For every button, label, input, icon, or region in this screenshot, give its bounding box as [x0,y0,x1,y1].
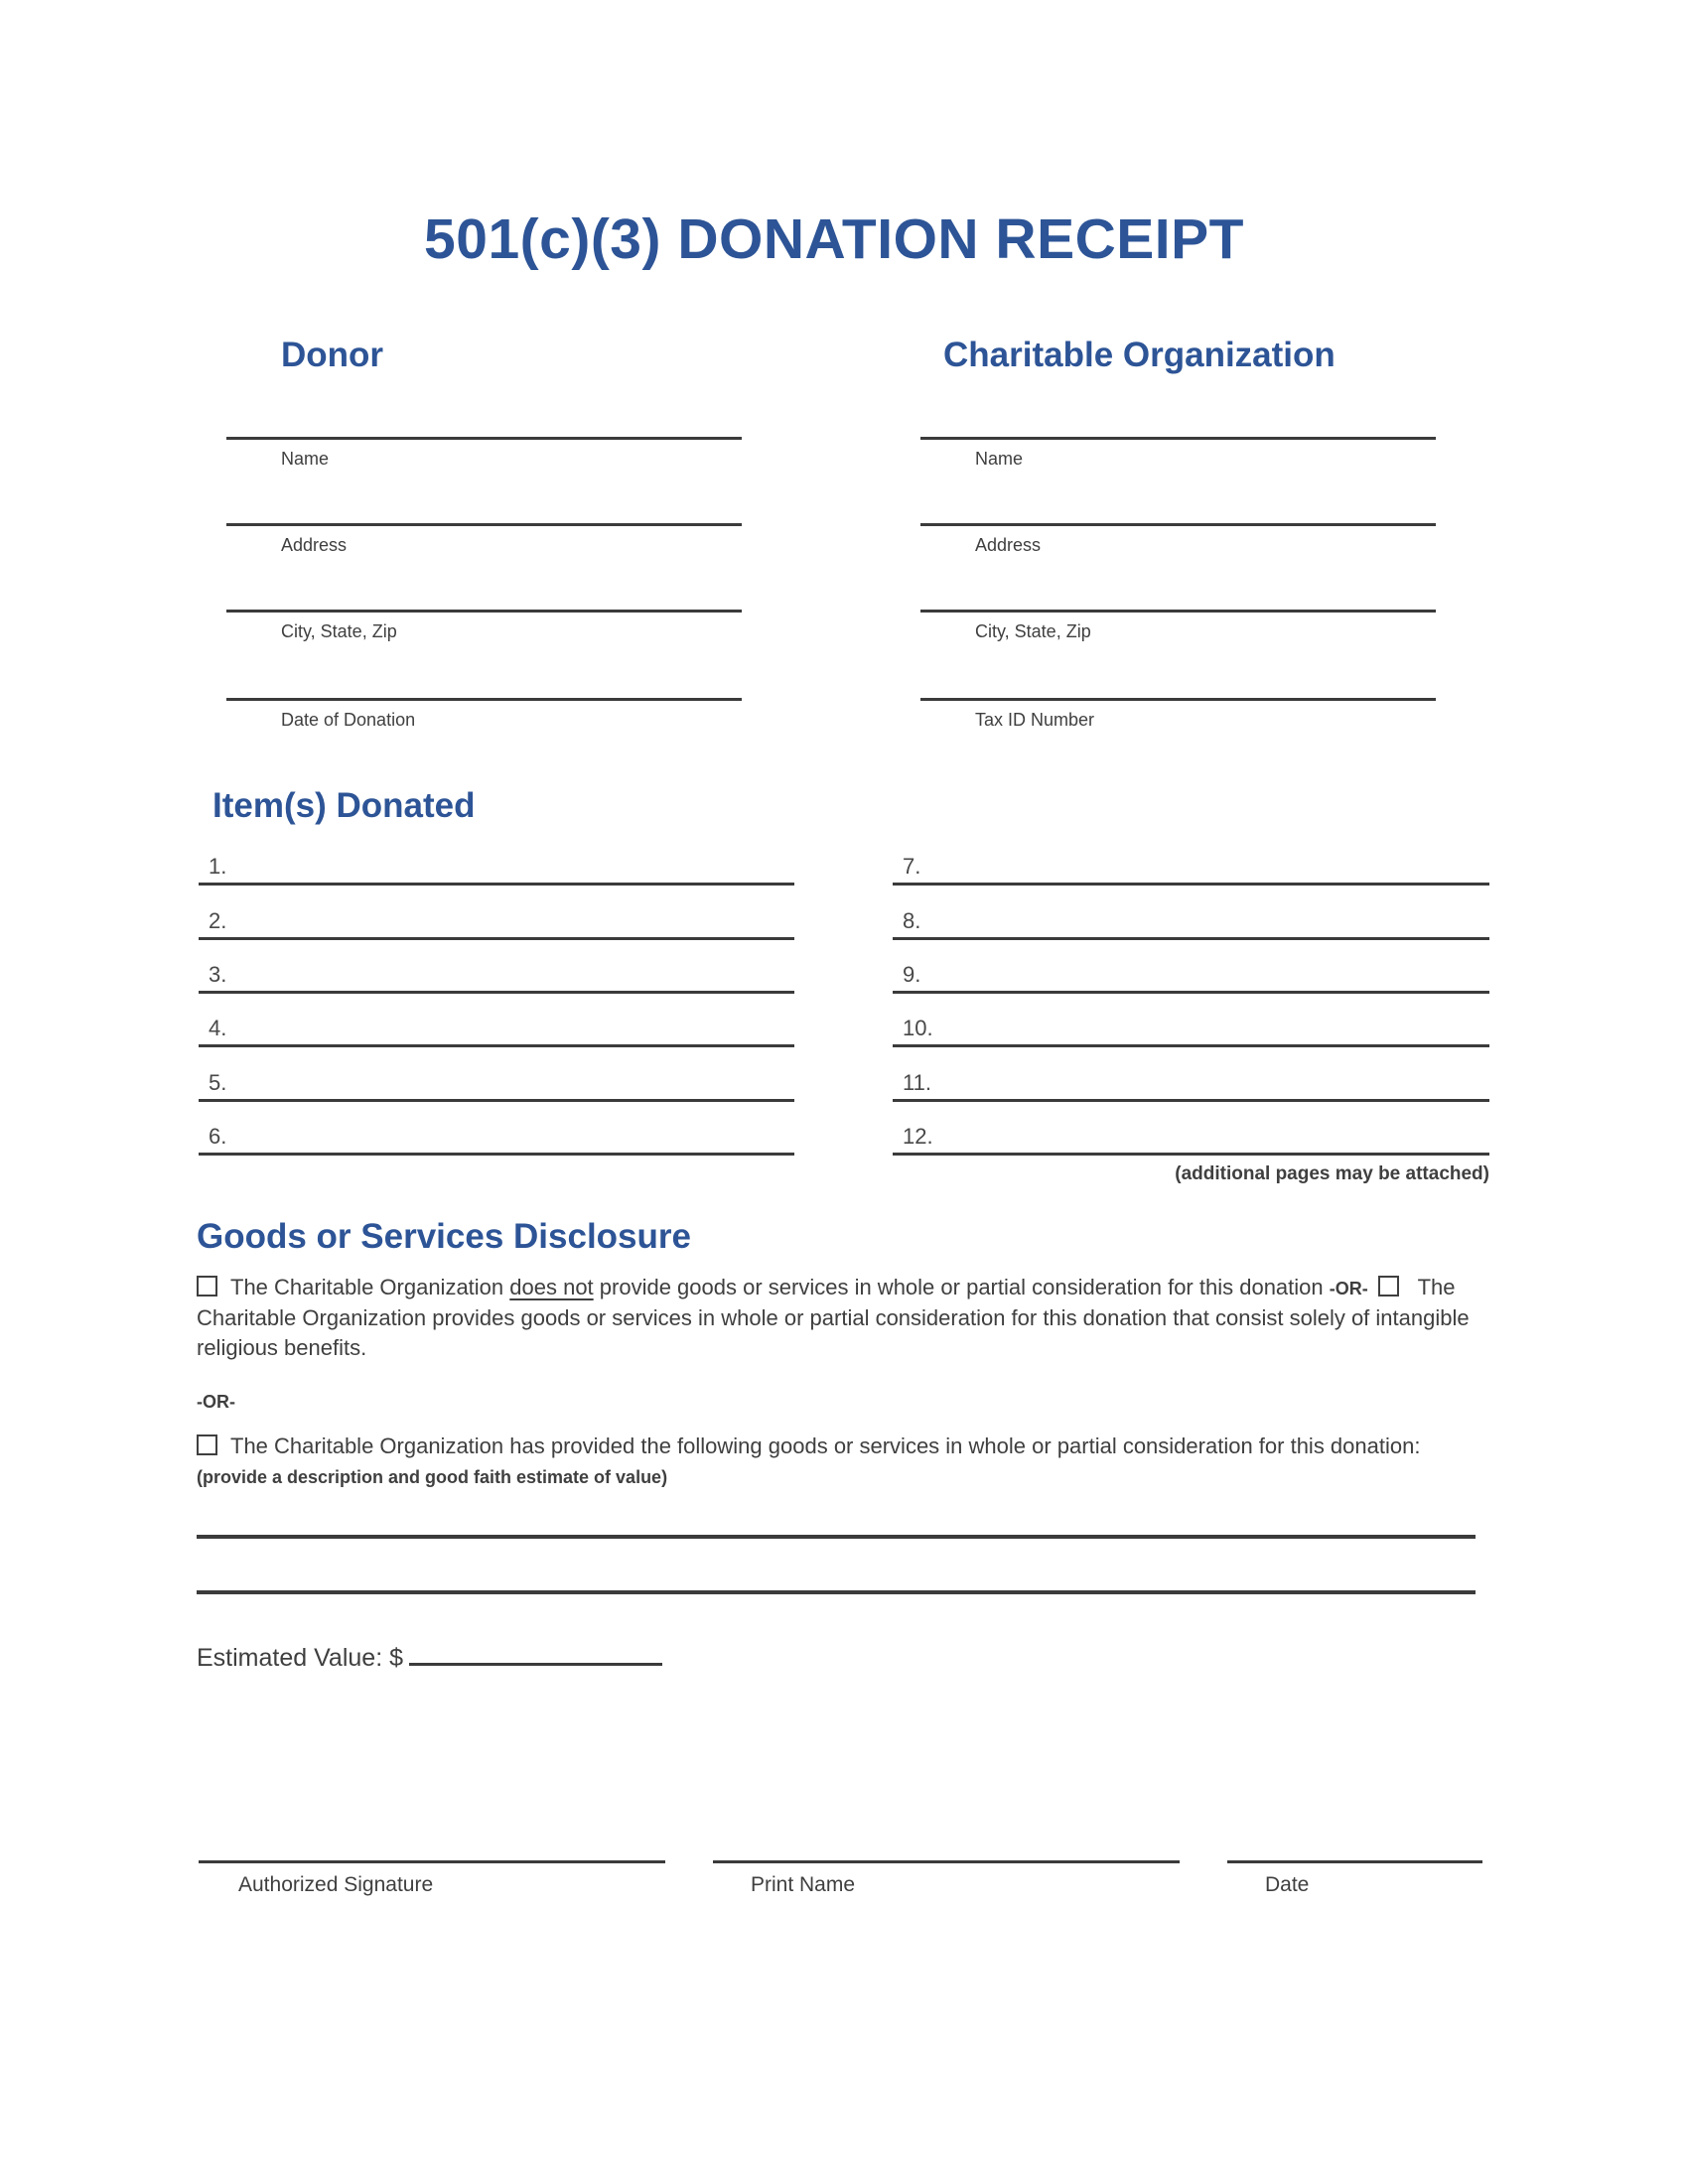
item-number-4: 4. [209,1016,227,1040]
goods-services-heading: Goods or Services Disclosure [197,1217,691,1256]
disclosure-text-segment: The Charitable Organization provides goods or services in whole or partial consideration for this donation that consist solely of intangible religious benefits. [197,1275,1470,1360]
item-number-11: 11. [903,1070,931,1095]
disclosure-option-1-2-text [197,1273,1482,1363]
donor-city-state-zip-field[interactable] [226,610,742,642]
print-name-label: Print Name [751,1873,856,1896]
disclosure-text-segment: The Charitable Organization [230,1275,510,1299]
date-label: Date [1265,1873,1310,1896]
disclosure-does-not-underlined: does not [509,1275,594,1299]
item-line-12[interactable] [893,1122,1489,1156]
donor-date-label: Date of Donation [281,710,416,730]
item-line-11[interactable] [893,1068,1489,1102]
item-line-2[interactable] [199,906,794,940]
donor-address-label: Address [281,535,348,555]
item-number-3: 3. [209,962,227,987]
item-number-10: 10. [903,1016,933,1040]
provide-description-note: (provide a description and good faith estimate of value) [197,1467,668,1487]
checkbox-has-provided[interactable] [197,1434,217,1455]
org-tax-id-field[interactable] [920,698,1436,731]
org-address-field[interactable] [920,523,1436,556]
checkbox-provides-intangible[interactable] [1378,1276,1399,1297]
items-donated-heading: Item(s) Donated [212,786,476,825]
org-city-state-zip-label: City, State, Zip [975,621,1091,641]
description-line-2[interactable] [197,1590,1476,1594]
print-name-field[interactable] [713,1860,1180,1897]
org-name-label: Name [975,449,1024,469]
item-number-8: 8. [903,908,921,933]
org-name-field[interactable] [920,437,1436,470]
item-number-5: 5. [209,1070,227,1095]
item-line-9[interactable] [893,960,1489,994]
checkbox-does-not-provide[interactable] [197,1276,217,1297]
item-line-10[interactable] [893,1014,1489,1047]
or-inline-label: -OR- [1329,1279,1368,1298]
disclosure-text-segment: provide goods or services in whole or partial consideration for this donation [593,1275,1330,1299]
or-standalone-label: -OR- [197,1392,235,1412]
donor-section-heading: Donor [281,336,384,374]
item-number-2: 2. [209,908,227,933]
estimated-value-row [197,1638,662,1673]
item-line-5[interactable] [199,1068,794,1102]
item-number-6: 6. [209,1124,227,1149]
item-line-1[interactable] [199,852,794,886]
disclosure-text-segment: The Charitable Organization has provided the following goods or services in whole or partial consideration for this donation: [230,1433,1421,1458]
item-line-8[interactable] [893,906,1489,940]
authorized-signature-field[interactable] [199,1860,665,1897]
donor-date-field[interactable] [226,698,742,731]
page-title: 501(c)(3) DONATION RECEIPT [424,207,1244,271]
estimated-value-label: Estimated Value: $ [197,1644,403,1672]
additional-pages-note: (additional pages may be attached) [1175,1163,1489,1184]
item-number-7: 7. [903,854,921,879]
item-number-9: 9. [903,962,921,987]
donor-name-field[interactable] [226,437,742,470]
org-city-state-zip-field[interactable] [920,610,1436,642]
estimated-value-input-line[interactable] [409,1638,662,1666]
date-field[interactable] [1227,1860,1482,1897]
org-tax-id-label: Tax ID Number [975,710,1095,730]
item-line-6[interactable] [199,1122,794,1156]
donor-city-state-zip-label: City, State, Zip [281,621,397,641]
item-line-3[interactable] [199,960,794,994]
donor-address-field[interactable] [226,523,742,556]
disclosure-option-3-text [197,1432,1482,1492]
item-line-7[interactable] [893,852,1489,886]
org-address-label: Address [975,535,1042,555]
item-number-12: 12. [903,1124,933,1149]
donor-name-label: Name [281,449,330,469]
item-number-1: 1. [209,854,227,879]
description-line-1[interactable] [197,1535,1476,1539]
item-line-4[interactable] [199,1014,794,1047]
authorized-signature-label: Authorized Signature [238,1873,434,1896]
organization-section-heading: Charitable Organization [943,336,1336,374]
